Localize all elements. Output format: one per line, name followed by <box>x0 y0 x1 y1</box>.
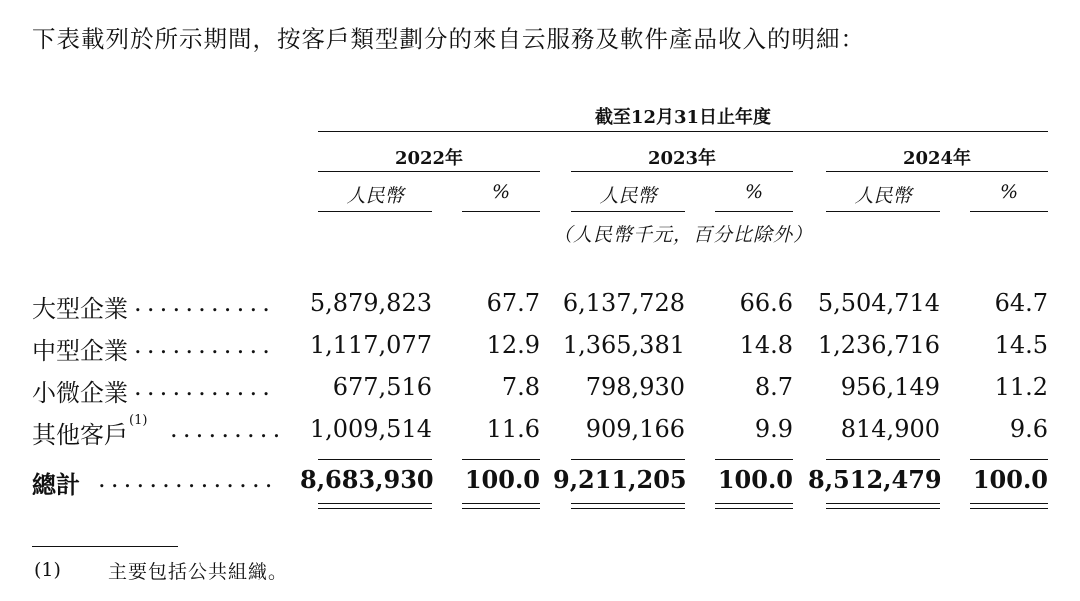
value-2024: 814,900 <box>840 415 940 443</box>
value-2024: 956,149 <box>840 373 940 401</box>
currency-header-2023: 人民幣 <box>599 185 657 207</box>
row-label-text: 其他客戶 <box>32 421 128 449</box>
year-2024-header: 2024年 <box>902 148 972 169</box>
total-double-rule <box>462 503 540 509</box>
subtotal-rule <box>318 459 432 460</box>
sub-rule <box>318 211 432 212</box>
table-row <box>0 331 1080 371</box>
total-double-rule <box>318 503 432 509</box>
footnote-rule <box>32 546 178 547</box>
row-label: 小微企業 <box>32 379 128 407</box>
sub-rule <box>826 211 940 212</box>
total-value-2022: 8,683,930 <box>300 465 434 494</box>
percent-header-2023: % <box>744 181 764 203</box>
leader-dots: ........... <box>134 373 276 401</box>
total-percent-2022: 100.0 <box>464 465 540 494</box>
total-row <box>0 465 1080 505</box>
unit-note: （人民幣千元，百分比除外） <box>552 224 813 246</box>
percent-2023: 9.9 <box>754 415 793 443</box>
sub-rule <box>571 211 685 212</box>
percent-2023: 14.8 <box>739 331 793 359</box>
percent-2024: 14.5 <box>994 331 1048 359</box>
value-2024: 1,236,716 <box>817 331 940 359</box>
leader-dots: ........... <box>134 331 276 359</box>
subtotal-rule <box>826 459 940 460</box>
footnote-ref: (1) <box>129 413 148 428</box>
period-header: 截至12月31日止年度 <box>594 107 772 128</box>
percent-2024: 11.2 <box>994 373 1048 401</box>
total-percent-2023: 100.0 <box>717 465 793 494</box>
subtotal-rule <box>970 459 1048 460</box>
value-2023: 6,137,728 <box>562 289 685 317</box>
percent-2022: 67.7 <box>486 289 540 317</box>
leader-dots: ........... <box>134 289 276 317</box>
value-2024: 5,504,714 <box>817 289 940 317</box>
percent-2024: 64.7 <box>994 289 1048 317</box>
period-rule <box>318 131 1048 132</box>
value-2022: 5,879,823 <box>309 289 432 317</box>
leader-dots: .............. <box>98 465 278 493</box>
subtotal-rule <box>715 459 793 460</box>
total-percent-2024: 100.0 <box>972 465 1048 494</box>
value-2023: 798,930 <box>585 373 685 401</box>
value-2022: 1,009,514 <box>309 415 432 443</box>
percent-2022: 7.8 <box>501 373 540 401</box>
row-label: 中型企業 <box>32 337 128 365</box>
total-label: 總計 <box>32 470 80 499</box>
currency-header-2024: 人民幣 <box>854 185 912 207</box>
leader-dots: ......... <box>170 415 286 443</box>
subtotal-rule <box>462 459 540 460</box>
subtotal-rule <box>571 459 685 460</box>
year-2024-rule <box>826 171 1048 172</box>
sub-rule <box>462 211 540 212</box>
row-label <box>32 415 147 450</box>
percent-2023: 66.6 <box>739 289 793 317</box>
row-label: 大型企業 <box>32 295 128 323</box>
total-double-rule <box>970 503 1048 509</box>
currency-header-2022: 人民幣 <box>346 185 404 207</box>
percent-2022: 11.6 <box>486 415 540 443</box>
table-row <box>0 289 1080 329</box>
percent-2024: 9.6 <box>1009 415 1048 443</box>
total-value-2024: 8,512,479 <box>808 465 942 494</box>
value-2022: 1,117,077 <box>309 331 432 359</box>
year-2022-rule <box>318 171 540 172</box>
percent-2022: 12.9 <box>486 331 540 359</box>
total-double-rule <box>571 503 685 509</box>
total-double-rule <box>826 503 940 509</box>
percent-header-2024: % <box>999 181 1019 203</box>
year-2023-rule <box>571 171 793 172</box>
percent-2023: 8.7 <box>754 373 793 401</box>
year-2022-header: 2022年 <box>394 148 464 169</box>
table-row <box>0 373 1080 413</box>
total-value-2023: 9,211,205 <box>553 465 687 494</box>
value-2023: 909,166 <box>585 415 685 443</box>
intro-text: 下表載列於所示期間，按客戶類型劃分的來自云服務及軟件產品收入的明細： <box>32 25 865 53</box>
footnote-text: 主要包括公共組織。 <box>108 561 289 583</box>
value-2022: 677,516 <box>332 373 432 401</box>
year-2023-header: 2023年 <box>647 148 717 169</box>
value-2023: 1,365,381 <box>562 331 685 359</box>
sub-rule <box>970 211 1048 212</box>
sub-rule <box>715 211 793 212</box>
total-double-rule <box>715 503 793 509</box>
table-row <box>0 415 1080 455</box>
percent-header-2022: % <box>491 181 511 203</box>
footnote-mark: (1) <box>34 559 61 581</box>
